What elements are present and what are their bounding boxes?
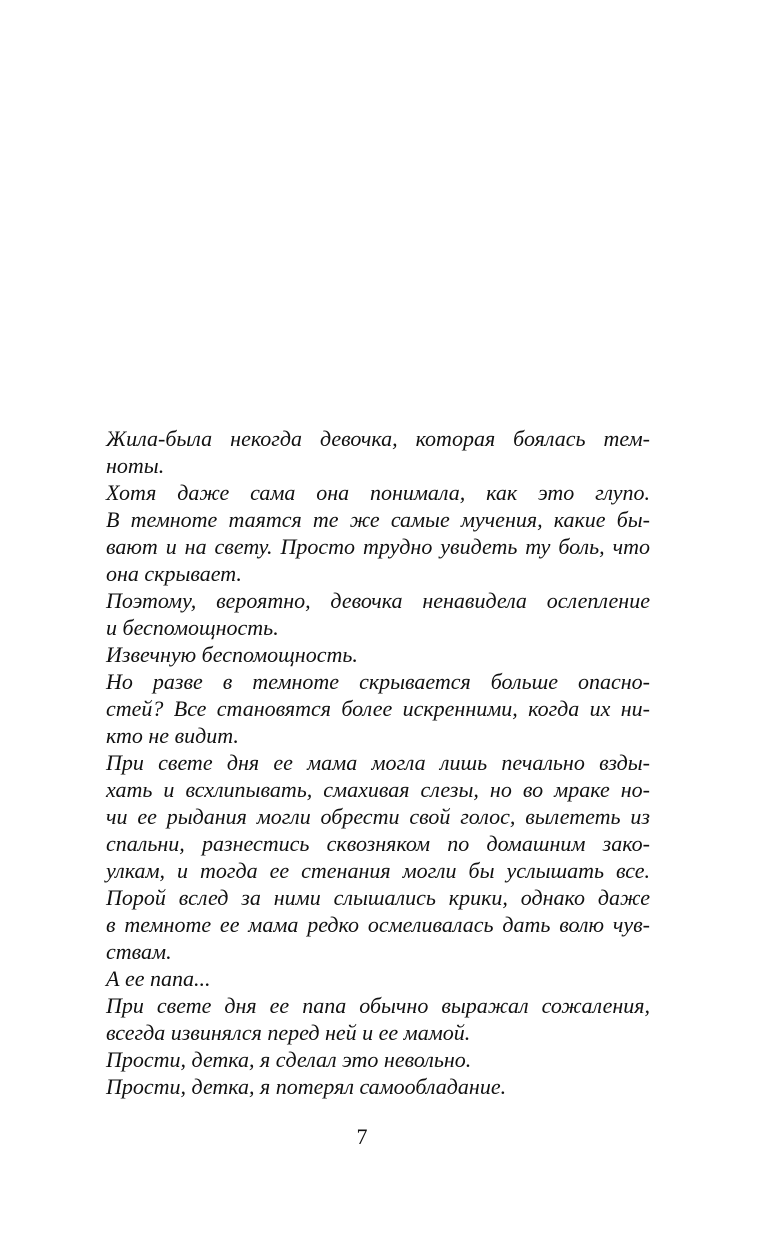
- paragraph: [76, 965, 650, 992]
- text-line: Прости, детка, я сделал это невольно.: [106, 1047, 472, 1072]
- paragraph: [76, 668, 650, 749]
- text-line: и беспомощность.: [106, 615, 279, 640]
- text-line: Прости, детка, я потерял самообладание.: [106, 1074, 507, 1099]
- text-line: ноты.: [106, 453, 165, 478]
- text-line: ствам.: [106, 939, 172, 964]
- paragraph: [76, 749, 650, 965]
- text-line: в темноте ее мама редко осмеливалась дать волю чув-: [106, 912, 650, 937]
- text-line: При свете дня ее папа обычно выражал сожаления,: [106, 993, 650, 1018]
- text-line: улкам, и тогда ее стенания могли бы услышать все.: [106, 858, 650, 883]
- text-line: Порой вслед за ними слышались крики, однако даже: [106, 885, 650, 910]
- paragraph: [76, 587, 650, 641]
- paragraph: [76, 425, 650, 479]
- text-line: чи ее рыдания могли обрести свой голос, вылететь из: [106, 804, 650, 829]
- text-line: она скрывает.: [106, 561, 242, 586]
- text-line: спальни, разнестись сквозняком по домашним зако-: [106, 831, 650, 856]
- paragraph: [76, 479, 650, 587]
- text-line: Поэтому, вероятно, девочка ненавидела ослепление: [106, 588, 650, 613]
- text-line: всегда извинялся перед ней и ее мамой.: [106, 1020, 471, 1045]
- text-line: Хотя даже сама она понимала, как это глупо.: [106, 480, 650, 505]
- paragraph: [76, 641, 650, 668]
- paragraph: [76, 1073, 650, 1100]
- text-line: стей? Все становятся более искренними, когда их ни-: [106, 696, 650, 721]
- paragraph: [76, 1046, 650, 1073]
- text-line: При свете дня ее мама могла лишь печально взды-: [106, 750, 650, 775]
- text-line: Но разве в темноте скрывается больше опасно-: [106, 669, 650, 694]
- page-number: 7: [356, 1124, 368, 1149]
- text-line: Извечную беспомощность.: [106, 642, 358, 667]
- paragraph: [76, 992, 650, 1046]
- text-line: хать и всхлипывать, смахивая слезы, но во мраке но-: [106, 777, 650, 802]
- text-line: В темноте таятся те же самые мучения, какие бы-: [106, 507, 650, 532]
- text-line: вают и на свету. Просто трудно увидеть ту боль, что: [106, 534, 650, 559]
- text-line: кто не видит.: [106, 723, 239, 748]
- body-text: [76, 425, 650, 1100]
- text-line: А ее папа...: [106, 966, 211, 991]
- text-line: Жила-была некогда девочка, которая боялась тем-: [106, 426, 650, 451]
